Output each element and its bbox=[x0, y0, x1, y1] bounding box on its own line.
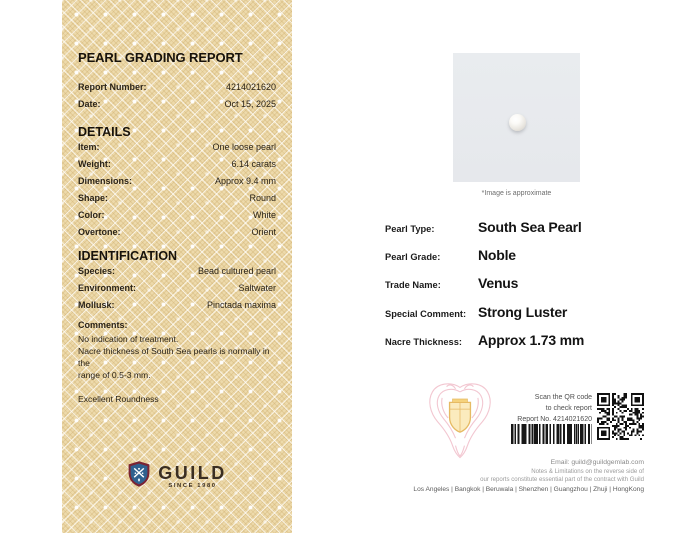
footer-email: Email: guild@guildgemlab.com bbox=[550, 459, 644, 466]
identification-rows bbox=[78, 263, 276, 314]
qr-report-no: Report No. 4214021620 bbox=[517, 416, 592, 424]
field-value: Approx 9.4 mm bbox=[214, 176, 276, 186]
meta-row-date bbox=[78, 96, 276, 113]
attr-label: Special Comment: bbox=[385, 308, 467, 319]
attr-label: Nacre Thickness: bbox=[385, 336, 462, 347]
attr-row-nacre-thickness bbox=[385, 332, 600, 360]
guild-shield-icon bbox=[127, 460, 151, 493]
comment-line: range of 0.5-3 mm. bbox=[78, 370, 151, 380]
qr-line1: Scan the QR code bbox=[534, 394, 592, 401]
field-value: Saltwater bbox=[238, 283, 276, 293]
attr-label: Pearl Grade: bbox=[385, 252, 441, 263]
footer-cities: Los Angeles | Bangkok | Beruwala | Shenzhen | Guangzhou | Zhuji | HongKong bbox=[413, 486, 644, 494]
comment-line: No indication of treatment. bbox=[78, 334, 179, 344]
detail-row-color bbox=[78, 207, 276, 224]
field-label: Dimensions: bbox=[78, 176, 133, 186]
field-label: Overtone: bbox=[78, 227, 121, 237]
guild-logo bbox=[62, 460, 292, 493]
guild-logo-text bbox=[158, 464, 227, 489]
report-title: PEARL GRADING REPORT bbox=[78, 50, 243, 65]
field-label: Weight: bbox=[78, 159, 111, 169]
field-label: Environment: bbox=[78, 283, 137, 293]
footer-note2: our reports constitute essential part of the contract with Guild bbox=[480, 476, 644, 484]
detail-row-overtone bbox=[78, 224, 276, 241]
id-row-mollusk bbox=[78, 297, 276, 314]
meta-label: Report Number: bbox=[78, 82, 147, 92]
field-value: 6.14 carats bbox=[231, 159, 276, 169]
barcode bbox=[511, 424, 592, 444]
meta-value: 4214021620 bbox=[225, 82, 276, 92]
attr-value: Noble bbox=[478, 247, 516, 264]
detail-row-dimensions bbox=[78, 173, 276, 190]
field-value: One loose pearl bbox=[212, 142, 276, 152]
attr-label: Trade Name: bbox=[385, 280, 441, 291]
details-heading: DETAILS bbox=[78, 125, 131, 139]
field-label: Species: bbox=[78, 266, 116, 276]
field-value: Orient bbox=[251, 227, 276, 237]
attr-row-trade-name bbox=[385, 275, 600, 303]
report-meta bbox=[78, 79, 276, 113]
photo-caption: *Image is approximate bbox=[481, 190, 552, 197]
qr-instructions bbox=[462, 392, 592, 426]
comment-line: Nacre thickness of South Sea pearls is normally in the bbox=[78, 346, 270, 368]
field-label: Shape: bbox=[78, 193, 109, 203]
id-row-species bbox=[78, 263, 276, 280]
qr-line2: to check report bbox=[545, 405, 592, 413]
qr-code-icon bbox=[596, 392, 645, 441]
meta-row-report-number bbox=[78, 79, 276, 96]
meta-value: Oct 15, 2025 bbox=[224, 99, 276, 109]
attr-label: Pearl Type: bbox=[385, 224, 435, 234]
details-rows bbox=[78, 139, 276, 241]
attr-value: South Sea Pearl bbox=[478, 219, 582, 235]
pearl-attributes bbox=[385, 219, 600, 360]
attr-row-special-comment bbox=[385, 304, 600, 332]
meta-label: Date: bbox=[78, 99, 101, 109]
detail-row-shape bbox=[78, 190, 276, 207]
guild-logo-word: GUILD bbox=[158, 463, 227, 483]
certificate-panel bbox=[62, 0, 292, 533]
footer-note1: Notes & Limitations on the reverse side of bbox=[531, 467, 644, 475]
attr-row-pearl-type bbox=[385, 219, 600, 247]
attr-row-pearl-grade bbox=[385, 247, 600, 275]
field-value: Pinctada maxima bbox=[206, 300, 276, 310]
attr-value: Strong Luster bbox=[478, 303, 568, 320]
qr-code-canvas bbox=[597, 393, 644, 440]
footer bbox=[340, 459, 644, 495]
attr-value: Approx 1.73 mm bbox=[478, 331, 585, 348]
field-label: Item: bbox=[78, 142, 100, 152]
attr-value: Venus bbox=[478, 275, 519, 292]
field-label: Mollusk: bbox=[78, 300, 115, 310]
pearl-image bbox=[509, 114, 526, 131]
id-row-environment bbox=[78, 280, 276, 297]
field-label: Color: bbox=[78, 210, 105, 220]
comments-label: Comments: bbox=[78, 320, 128, 330]
identification-heading: IDENTIFICATION bbox=[78, 249, 178, 263]
field-value: Round bbox=[249, 193, 276, 203]
detail-row-item bbox=[78, 139, 276, 156]
guild-logo-tagline: SINCE 1980 bbox=[168, 483, 217, 489]
roundness-note: Excellent Roundness bbox=[78, 394, 159, 404]
field-value: White bbox=[252, 210, 276, 220]
pearl-photo bbox=[453, 53, 580, 182]
field-value: Bead cultured pearl bbox=[197, 266, 276, 276]
detail-row-weight bbox=[78, 156, 276, 173]
